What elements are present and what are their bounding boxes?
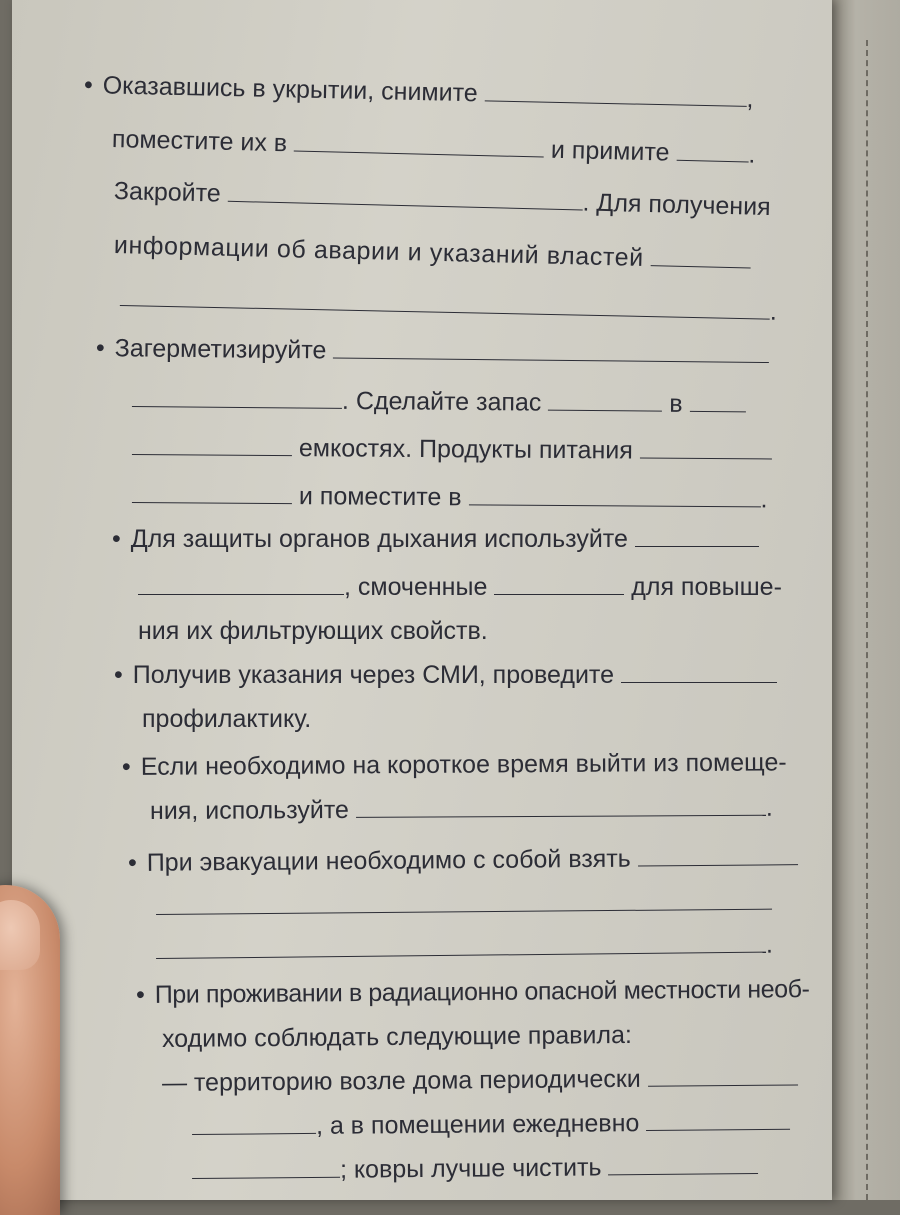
blank-27[interactable] [608,1151,758,1175]
blank-23[interactable] [648,1062,798,1086]
line-14 [142,704,311,734]
blank-14[interactable] [469,482,761,507]
blank-12[interactable] [640,436,772,460]
line-21 [162,1020,632,1054]
text-leave-room: Если необходимо на короткое время выйти из помеще- [140,748,787,781]
bullet: • [114,661,123,689]
blank-4[interactable] [228,179,583,211]
fingernail [0,900,40,970]
punct: . [765,793,773,822]
blank-18[interactable] [621,660,777,683]
line-22 [162,1062,798,1098]
text-information: информации об аварии и указаний властей [113,231,645,272]
line-5 [120,283,777,327]
blank-13[interactable] [132,480,292,504]
text-radiation-area: При проживании в радиационно опасной местности необ- [154,975,810,1009]
text-containers: емкостях. Продукты питания [298,434,633,465]
text-place-in: поместите их в [111,125,288,158]
blank-26[interactable] [192,1155,340,1179]
blank-3[interactable] [676,138,749,163]
text-territory: — территорию возле дома периодически [161,1064,641,1097]
text-close: Закройте [113,177,222,208]
text-rules: ходимо соблюдать следующие правила: [161,1020,632,1053]
text-carpets: ; ковры лучше чистить [339,1153,602,1184]
blank-22[interactable] [156,930,766,959]
punct: . [769,297,778,326]
text-remove: Оказавшись в укрытии, снимите [102,71,478,108]
blank-2[interactable] [294,128,544,157]
bullet: • [121,752,131,781]
text-evacuation: При эвакуации необходимо с собой взять [146,844,631,877]
blank-21[interactable] [156,887,772,915]
text-soaked: , смоченные [344,573,488,601]
line-6 [96,333,770,370]
line-3 [114,176,771,222]
line-2 [112,124,756,170]
punct: , [746,84,754,114]
blank-8[interactable] [132,384,342,409]
blank-19[interactable] [356,793,766,818]
text-to-obtain: . Для получения [582,188,772,222]
line-18 [156,887,772,922]
worksheet-page [12,0,832,1200]
text-media: Получив указания через СМИ, проведите [132,661,615,689]
line-1 [84,70,754,114]
blank-24[interactable] [192,1111,316,1135]
blank-15[interactable] [635,524,759,547]
text-seal: Загерметизируйте [114,334,327,365]
blank-1[interactable] [484,78,746,106]
blank-16[interactable] [138,572,344,595]
blank-17[interactable] [494,572,624,595]
text-respiratory: Для защиты органов дыхания используйте [130,525,628,553]
line-9 [132,480,768,514]
line-23 [192,1107,791,1142]
text-stock: . Сделайте запас [341,386,542,417]
line-15 [122,747,787,782]
punct: . [748,140,756,169]
punct: . [760,485,768,514]
text-in: в [669,389,683,418]
dashed-cut-line [866,40,868,1200]
line-17 [128,842,798,878]
line-16 [150,793,773,826]
bullet: • [112,525,121,553]
line-13 [114,660,777,690]
line-20 [136,974,810,1010]
bullet: • [83,71,94,100]
bullet: • [135,980,145,1009]
line-10 [112,524,759,554]
text-take: и примите [550,135,670,167]
bullet: • [95,334,105,363]
text-daily: , а в помещении ежедневно [315,1109,640,1140]
bullet: • [127,848,137,877]
line-11 [138,572,782,602]
blank-7[interactable] [333,335,769,363]
blank-25[interactable] [646,1107,790,1131]
text-to-increase: для повыше- [631,573,782,601]
text-use: ния, используйте [149,795,349,825]
text-prophylaxis: профилактику. [142,705,312,733]
punct: . [765,930,774,959]
blank-9[interactable] [548,388,662,412]
line-24 [192,1151,759,1186]
blank-5[interactable] [651,243,752,268]
line-12 [138,616,488,646]
text-filter-props: ния их фильтрующих свойств. [138,617,488,645]
line-19 [156,930,773,966]
text-place: и поместите в [298,482,462,512]
blank-10[interactable] [689,389,745,412]
line-4 [114,230,751,276]
blank-20[interactable] [638,842,798,866]
line-7 [132,384,746,419]
blank-6[interactable] [120,283,770,320]
line-8 [132,432,772,466]
blank-11[interactable] [132,432,292,456]
